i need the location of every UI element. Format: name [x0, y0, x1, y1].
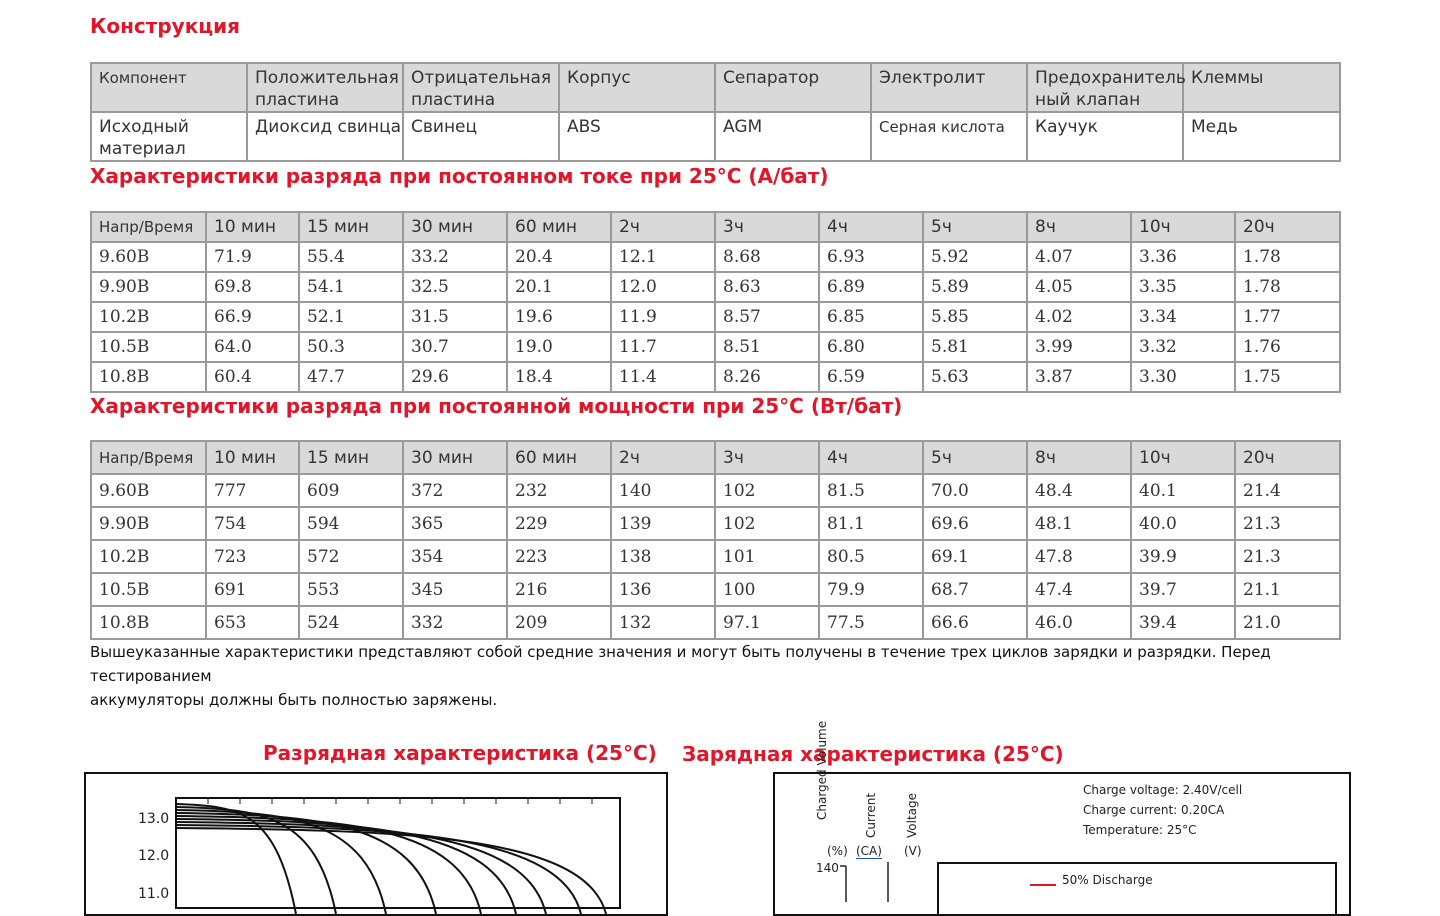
table-row [91, 573, 1340, 606]
value-cell: 52.1 [299, 302, 403, 332]
value-cell: 81.5 [819, 474, 923, 507]
value-cell: 5.81 [923, 332, 1027, 362]
construction-cell: Исходный материал [91, 112, 247, 161]
value-cell: 8.57 [715, 302, 819, 332]
footnote-line: аккумуляторы должны быть полностью заряжены. [90, 691, 498, 709]
value-cell: 4.07 [1027, 242, 1131, 272]
power-table-header-cell: 20ч [1235, 441, 1340, 474]
table-row [91, 540, 1340, 573]
value-cell: 50.3 [299, 332, 403, 362]
value-cell: 79.9 [819, 573, 923, 606]
value-cell: 653 [206, 606, 299, 639]
value-cell: 1.75 [1235, 362, 1340, 392]
value-cell: 102 [715, 474, 819, 507]
construction-header-cell: Отрицательная пластина [403, 63, 559, 112]
table-row [91, 242, 1340, 272]
voltage-label: Voltage [905, 792, 919, 838]
power-table-header-cell: 8ч [1027, 441, 1131, 474]
value-cell: 6.59 [819, 362, 923, 392]
power-table-header-cell: 10ч [1131, 441, 1235, 474]
value-cell: 609 [299, 474, 403, 507]
voltage-cell: 10.8В [91, 362, 206, 392]
current-unit: (CA) [856, 844, 882, 858]
legend-swatch [1030, 884, 1056, 886]
current-table-header-cell: 10 мин [206, 212, 299, 242]
value-cell: 6.85 [819, 302, 923, 332]
value-cell: 3.30 [1131, 362, 1235, 392]
value-cell: 524 [299, 606, 403, 639]
value-cell: 39.7 [1131, 573, 1235, 606]
value-cell: 102 [715, 507, 819, 540]
discharge-y-tick: 13.0 [138, 811, 170, 827]
current-table-header-cell: 20ч [1235, 212, 1340, 242]
value-cell: 39.9 [1131, 540, 1235, 573]
construction-cell: ABS [559, 112, 715, 161]
charge-axis-brackets [838, 858, 898, 902]
value-cell: 365 [403, 507, 507, 540]
value-cell: 54.1 [299, 272, 403, 302]
value-cell: 69.1 [923, 540, 1027, 573]
value-cell: 19.6 [507, 302, 611, 332]
charged-volume-label: Charged Volume [815, 720, 829, 820]
power-table-header-cell: 3ч [715, 441, 819, 474]
construction-cell: Каучук [1027, 112, 1183, 161]
table-row [91, 474, 1340, 507]
construction-header-cell: Корпус [559, 63, 715, 112]
value-cell: 21.0 [1235, 606, 1340, 639]
voltage-cell: 9.60В [91, 474, 206, 507]
value-cell: 12.0 [611, 272, 715, 302]
value-cell: 6.89 [819, 272, 923, 302]
voltage-cell: 10.8В [91, 606, 206, 639]
value-cell: 40.0 [1131, 507, 1235, 540]
footnote-line: Вышеуказанные характеристики представляют собой средние значения и могут быть получены в течение трех циклов зарядки и разрядки. Перед тестированием [90, 643, 1271, 685]
value-cell: 5.85 [923, 302, 1027, 332]
value-cell: 30.7 [403, 332, 507, 362]
construction-cell: Серная кислота [871, 112, 1027, 161]
construction-header-cell: Электролит [871, 63, 1027, 112]
charge-chart-title: Зарядная характеристика (25°С) [682, 742, 1064, 766]
value-cell: 723 [206, 540, 299, 573]
value-cell: 372 [403, 474, 507, 507]
value-cell: 572 [299, 540, 403, 573]
current-table-header-cell: 15 мин [299, 212, 403, 242]
current-table-header-cell: Напр/Время [91, 212, 206, 242]
value-cell: 29.6 [403, 362, 507, 392]
value-cell: 3.34 [1131, 302, 1235, 332]
value-cell: 3.35 [1131, 272, 1235, 302]
table-row [91, 606, 1340, 639]
value-cell: 69.6 [923, 507, 1027, 540]
charge-info-temperature: Temperature: 25°C [1083, 823, 1197, 837]
discharge-y-tick: 12.0 [138, 848, 170, 864]
value-cell: 19.0 [507, 332, 611, 362]
power-table-header-cell: 2ч [611, 441, 715, 474]
value-cell: 12.1 [611, 242, 715, 272]
value-cell: 3.87 [1027, 362, 1131, 392]
current-table-header-cell: 3ч [715, 212, 819, 242]
voltage-cell: 9.90В [91, 507, 206, 540]
value-cell: 18.4 [507, 362, 611, 392]
table-row [91, 332, 1340, 362]
value-cell: 21.3 [1235, 507, 1340, 540]
value-cell: 11.7 [611, 332, 715, 362]
value-cell: 97.1 [715, 606, 819, 639]
value-cell: 4.05 [1027, 272, 1131, 302]
discharge-chart-title: Разрядная характеристика (25°С) [263, 741, 657, 765]
construction-cell: Диоксид свинца [247, 112, 403, 161]
power-table-header-cell: 60 мин [507, 441, 611, 474]
value-cell: 754 [206, 507, 299, 540]
value-cell: 8.68 [715, 242, 819, 272]
value-cell: 1.78 [1235, 242, 1340, 272]
value-cell: 5.92 [923, 242, 1027, 272]
value-cell: 11.9 [611, 302, 715, 332]
value-cell: 6.80 [819, 332, 923, 362]
value-cell: 594 [299, 507, 403, 540]
current-table [90, 211, 1341, 393]
discharge-curve [176, 819, 516, 914]
value-cell: 216 [507, 573, 611, 606]
value-cell: 100 [715, 573, 819, 606]
value-cell: 47.4 [1027, 573, 1131, 606]
current-table-header-cell: 60 мин [507, 212, 611, 242]
value-cell: 5.63 [923, 362, 1027, 392]
construction-header-cell: Предохранитель ный клапан [1027, 63, 1183, 112]
voltage-unit: (V) [904, 844, 922, 858]
value-cell: 553 [299, 573, 403, 606]
current-table-header-cell: 10ч [1131, 212, 1235, 242]
power-table-header-cell: 10 мин [206, 441, 299, 474]
legend-label: 50% Discharge [1062, 873, 1153, 887]
discharge-curve [176, 822, 546, 914]
value-cell: 354 [403, 540, 507, 573]
power-table-title: Характеристики разряда при постоянной мощности при 25°С (Вт/бат) [90, 394, 903, 418]
value-cell: 8.51 [715, 332, 819, 362]
current-table-header-cell: 5ч [923, 212, 1027, 242]
power-table-header-cell: 15 мин [299, 441, 403, 474]
value-cell: 48.1 [1027, 507, 1131, 540]
value-cell: 20.1 [507, 272, 611, 302]
footnote [90, 640, 1390, 712]
voltage-cell: 10.2В [91, 540, 206, 573]
value-cell: 5.89 [923, 272, 1027, 302]
value-cell: 71.9 [206, 242, 299, 272]
charge-info-voltage: Charge voltage: 2.40V/cell [1083, 783, 1243, 797]
construction-header-cell: Сепаратор [715, 63, 871, 112]
value-cell: 3.32 [1131, 332, 1235, 362]
value-cell: 136 [611, 573, 715, 606]
value-cell: 1.78 [1235, 272, 1340, 302]
charged-volume-unit: (%) [827, 844, 848, 858]
voltage-cell: 10.5В [91, 573, 206, 606]
value-cell: 140 [611, 474, 715, 507]
value-cell: 46.0 [1027, 606, 1131, 639]
discharge-chart [86, 774, 662, 904]
value-cell: 48.4 [1027, 474, 1131, 507]
value-cell: 8.63 [715, 272, 819, 302]
charge-info-current: Charge current: 0.20CA [1083, 803, 1225, 817]
construction-title: Конструкция [90, 14, 240, 38]
value-cell: 3.99 [1027, 332, 1131, 362]
power-table [90, 440, 1341, 640]
current-table-header-cell: 30 мин [403, 212, 507, 242]
value-cell: 101 [715, 540, 819, 573]
current-table-header-cell: 4ч [819, 212, 923, 242]
voltage-cell: 9.90В [91, 272, 206, 302]
charge-column-labels [810, 720, 920, 840]
construction-cell: Свинец [403, 112, 559, 161]
power-table-header-cell: 30 мин [403, 441, 507, 474]
construction-header-cell: Компонент [91, 63, 247, 112]
value-cell: 232 [507, 474, 611, 507]
value-cell: 20.4 [507, 242, 611, 272]
power-table-header-cell: 4ч [819, 441, 923, 474]
value-cell: 3.36 [1131, 242, 1235, 272]
value-cell: 31.5 [403, 302, 507, 332]
value-cell: 332 [403, 606, 507, 639]
discharge-y-tick: 11.0 [138, 886, 170, 902]
charge-y-tick: 140 [816, 861, 839, 875]
power-table-header-cell: Напр/Время [91, 441, 206, 474]
value-cell: 66.6 [923, 606, 1027, 639]
construction-header-cell: Клеммы [1183, 63, 1340, 112]
value-cell: 55.4 [299, 242, 403, 272]
value-cell: 691 [206, 573, 299, 606]
construction-table [90, 62, 1341, 162]
value-cell: 21.1 [1235, 573, 1340, 606]
value-cell: 60.4 [206, 362, 299, 392]
voltage-cell: 10.2В [91, 302, 206, 332]
value-cell: 70.0 [923, 474, 1027, 507]
value-cell: 40.1 [1131, 474, 1235, 507]
value-cell: 80.5 [819, 540, 923, 573]
value-cell: 47.8 [1027, 540, 1131, 573]
current-table-title: Характеристики разряда при постоянном токе при 25°С (А/бат) [90, 164, 829, 188]
table-row [91, 272, 1340, 302]
value-cell: 21.4 [1235, 474, 1340, 507]
value-cell: 138 [611, 540, 715, 573]
value-cell: 47.7 [299, 362, 403, 392]
value-cell: 11.4 [611, 362, 715, 392]
voltage-cell: 9.60В [91, 242, 206, 272]
value-cell: 139 [611, 507, 715, 540]
power-table-header-cell: 5ч [923, 441, 1027, 474]
current-table-header-cell: 8ч [1027, 212, 1131, 242]
value-cell: 66.9 [206, 302, 299, 332]
value-cell: 1.77 [1235, 302, 1340, 332]
charge-plot-area [937, 862, 1337, 914]
value-cell: 33.2 [403, 242, 507, 272]
value-cell: 81.1 [819, 507, 923, 540]
table-row [91, 362, 1340, 392]
value-cell: 777 [206, 474, 299, 507]
value-cell: 21.3 [1235, 540, 1340, 573]
table-row [91, 507, 1340, 540]
value-cell: 39.4 [1131, 606, 1235, 639]
value-cell: 4.02 [1027, 302, 1131, 332]
current-table-header-cell: 2ч [611, 212, 715, 242]
value-cell: 209 [507, 606, 611, 639]
current-label: Current [864, 792, 878, 838]
value-cell: 8.26 [715, 362, 819, 392]
value-cell: 1.76 [1235, 332, 1340, 362]
value-cell: 32.5 [403, 272, 507, 302]
construction-cell: AGM [715, 112, 871, 161]
construction-header-cell: Положительная пластина [247, 63, 403, 112]
value-cell: 132 [611, 606, 715, 639]
discharge-curves [176, 804, 606, 914]
voltage-cell: 10.5В [91, 332, 206, 362]
table-row [91, 302, 1340, 332]
value-cell: 6.93 [819, 242, 923, 272]
value-cell: 68.7 [923, 573, 1027, 606]
value-cell: 345 [403, 573, 507, 606]
value-cell: 77.5 [819, 606, 923, 639]
value-cell: 223 [507, 540, 611, 573]
construction-cell: Медь [1183, 112, 1340, 161]
discharge-curve [176, 825, 581, 914]
value-cell: 229 [507, 507, 611, 540]
value-cell: 69.8 [206, 272, 299, 302]
value-cell: 64.0 [206, 332, 299, 362]
